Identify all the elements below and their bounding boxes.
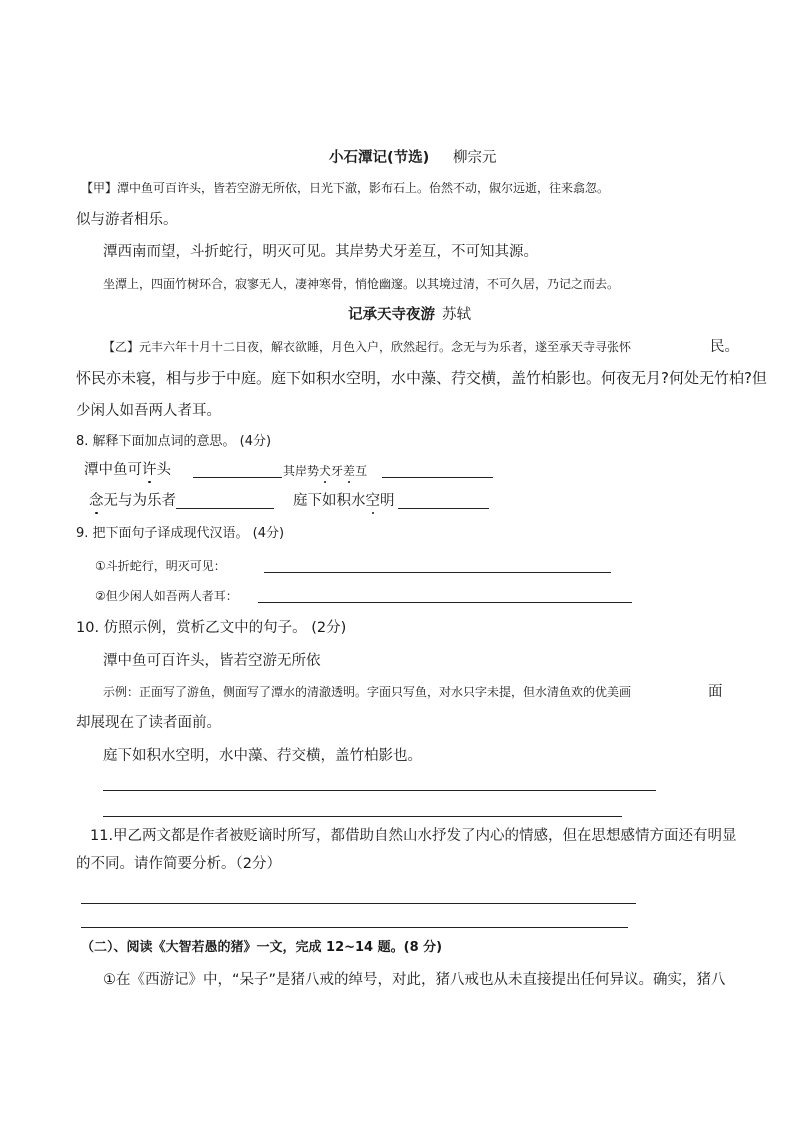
- passage2-line1-end: 民。: [710, 339, 739, 355]
- q8-answer-line-3[interactable]: [176, 508, 274, 509]
- q9-stem: 9. 把下面句子译成现代汉语。 (4分): [76, 526, 285, 541]
- q8-item3: 念无与为乐者: [89, 493, 176, 509]
- dotted-char: 差: [343, 464, 356, 478]
- passage1-line3: 潭西南而望，斗折蛇行，明灭可见。其岸势犬牙差互，不可知其源。: [103, 244, 538, 260]
- q10-target-sentence: 庭下如积水空明，水中藻、荇交横，盖竹柏影也。: [103, 748, 422, 764]
- passage2-line2: 怀民亦未寝，相与步于中庭。庭下如积水空明，水中藻、荇交横，盖竹柏影也。何夜无月?何处无竹柏?但: [76, 369, 767, 387]
- q10-quote: 潭中鱼可百许头，皆若空游无所依: [103, 653, 321, 669]
- q11-answer-line-2[interactable]: [81, 927, 628, 928]
- q8-answer-line-2[interactable]: [382, 477, 493, 478]
- title-xiaoshitan: 小石潭记(节选): [329, 150, 430, 166]
- dotted-char: 念: [89, 493, 104, 509]
- section2-paragraph1: ①在《西游记》中，“呆子”是猪八戒的绰号，对此，猪八戒也从未直接提出任何异议。确实，猪八: [103, 972, 726, 988]
- q10-answer-line-1[interactable]: [103, 790, 656, 791]
- q11-line2: 的不同。请作简要分析。（2分）: [76, 856, 281, 872]
- passage1-line1: 【甲】潭中鱼可百许头，皆若空游无所依，日光下澈，影布石上。佁然不动，俶尔远逝，往来翕忽。: [81, 181, 610, 195]
- q10-stem: 10. 仿照示例，赏析乙文中的句子。 (2分): [76, 620, 347, 636]
- passage2-line1: 【乙】元丰六年十月十二日夜，解衣欲睡，月色入户，欣然起行。念无与为乐者，遂至承天寺寻张怀: [103, 340, 632, 354]
- dotted-char: 空: [365, 493, 380, 509]
- q8-stem: 8. 解释下面加点词的意思。 (4分): [76, 434, 272, 449]
- q8-answer-line-4[interactable]: [398, 508, 489, 509]
- q9-sentence1: ①斗折蛇行，明灭可见：: [95, 559, 226, 573]
- q8-item4: 庭下如积水空明: [293, 493, 395, 509]
- passage1-line2: 似与游者相乐。: [76, 212, 178, 228]
- passage1-line4: 坐潭上，四面竹树环合，寂寥无人，凄神寒骨，悄怆幽邃。以其境过清，不可久居，乃记之而去。: [103, 277, 620, 291]
- dotted-char: 许: [142, 462, 157, 478]
- q10-example-cont: 却展现在了读者面前。: [76, 715, 221, 731]
- q10-example: 示例：正面写了游鱼，侧面写了潭水的清澈透明。字面只写鱼，对水只字未提，但水清鱼欢的优美画: [103, 685, 632, 699]
- q11-answer-line-1[interactable]: [81, 903, 636, 904]
- q8-item2: 其岸势犬牙差互: [283, 464, 368, 478]
- section2-heading: （二）、阅读《大智若愚的猪》一文，完成 12~14 题。(8 分): [81, 940, 443, 955]
- q11-line1: 11.甲乙两文都是作者被贬谪时所写，都借助自然山水抒发了内心的情感，但在思想感情方面还有明显: [90, 828, 737, 844]
- dotted-char: 犬: [319, 464, 332, 478]
- title-chengtiansi: 记承天寺夜游: [348, 307, 435, 323]
- q9-answer-line-1[interactable]: [264, 572, 611, 573]
- q10-example-end: 面: [708, 684, 723, 700]
- author-liuzongyuan: 柳宗元: [453, 150, 497, 166]
- q10-answer-line-2[interactable]: [103, 816, 622, 817]
- q8-answer-line-1[interactable]: [193, 477, 282, 478]
- passage2-line3: 少闲人如吾两人者耳。: [76, 403, 221, 419]
- author-sushi: 苏轼: [442, 307, 471, 323]
- q8-item1: 潭中鱼可许头: [84, 462, 171, 478]
- q9-answer-line-2[interactable]: [258, 602, 632, 603]
- q9-sentence2: ②但少闲人如吾两人者耳：: [95, 589, 238, 603]
